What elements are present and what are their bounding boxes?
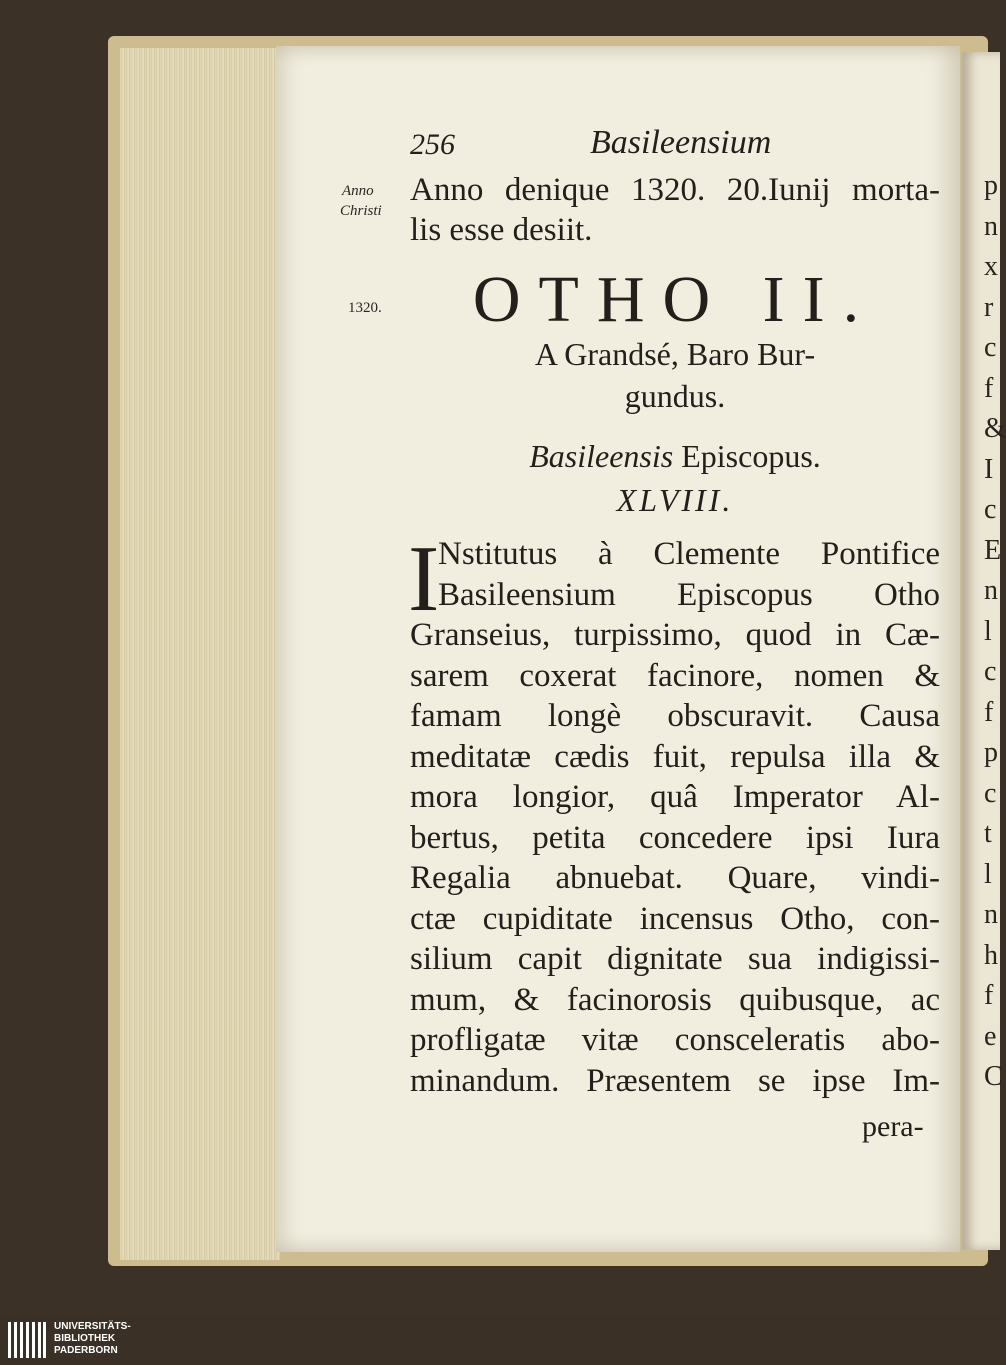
facing-page-letter: E xyxy=(984,534,1002,566)
subtitle-line-2: gundus. xyxy=(624,378,726,414)
facing-page-letter: n xyxy=(984,899,998,930)
office-episcopus: Episcopus. xyxy=(681,438,821,474)
office-line xyxy=(410,438,940,475)
body-line: famam longè obscuravit. Causa xyxy=(410,698,940,734)
facing-page-letter: & xyxy=(984,413,1006,444)
facing-page-letter: c xyxy=(984,332,997,363)
facing-page-letter: l xyxy=(984,615,992,647)
bishop-title: OTHO II. xyxy=(472,263,878,336)
facing-page-letter: l xyxy=(984,858,992,890)
facing-page-letter: p xyxy=(984,737,998,768)
body-line: meditatæ cædis fuit, repulsa illa & xyxy=(410,738,940,775)
page-edges xyxy=(120,48,280,1260)
facing-page-edge xyxy=(962,52,1006,1250)
body-line: Basileensium Episcopus Otho xyxy=(438,576,940,613)
facing-page-letter: x xyxy=(984,251,998,282)
margin-note-year: 1320. xyxy=(348,300,382,316)
subtitle-line-1: A Grandsé, Baro Bur- xyxy=(534,336,816,372)
body-line: minandum. Præsentem se ipse Im- xyxy=(410,1062,940,1099)
facing-page-letter: c xyxy=(984,656,997,687)
ordinal-number: XLVIII. xyxy=(616,482,734,518)
body-line: Nstitutus à Clemente Pontifice xyxy=(438,536,940,572)
body-line: mum, & facinorosis quibusque, ac xyxy=(410,981,940,1018)
facing-page-letter: p xyxy=(984,170,998,201)
margin-note-anno: Anno xyxy=(342,183,374,199)
facing-page-letter: h xyxy=(984,939,998,971)
library-footer xyxy=(0,1315,1000,1365)
page-number: 256 xyxy=(410,128,455,161)
intro-line-1: Anno denique 1320. 20.Iunij morta- xyxy=(410,172,940,208)
facing-page-letter: c xyxy=(984,777,997,809)
body-line: profligatæ vitæ consceleratis abo- xyxy=(410,1022,940,1058)
facing-page-letter: n xyxy=(984,210,998,242)
facing-page-letter: n xyxy=(984,575,998,606)
facing-page-letter: C xyxy=(984,1061,1003,1092)
facing-page-letter: c xyxy=(984,494,997,525)
logo-line-2: BIBLIOTHEK xyxy=(54,1333,116,1344)
running-head: Basileensium xyxy=(590,124,772,161)
facing-page-letter: e xyxy=(984,1020,997,1052)
library-logo-icon xyxy=(8,1322,46,1358)
office-basileensis: Basileensis xyxy=(529,438,674,474)
body-line: mora longior, quâ Imperator Al- xyxy=(410,779,940,815)
facing-page-letter: I xyxy=(984,453,994,485)
facing-page-letter: f xyxy=(984,372,994,404)
intro-line-2: lis esse desiit. xyxy=(410,212,593,248)
facing-page-letter: f xyxy=(984,980,994,1011)
body-line: silium capit dignitate sua indigissi- xyxy=(410,941,940,977)
catchword: pera- xyxy=(862,1110,924,1143)
body-line: Granseius, turpissimo, quod in Cæ- xyxy=(410,617,940,653)
margin-note-christi: Christi xyxy=(340,203,382,219)
facing-page-letter: r xyxy=(984,291,994,323)
body-line: bertus, petita concedere ipsi Iura xyxy=(410,819,940,856)
facing-page-letter: f xyxy=(984,696,994,728)
logo-line-1: UNIVERSITÄTS- xyxy=(54,1321,131,1332)
facing-page-letter: t xyxy=(984,818,992,849)
drop-cap: I xyxy=(408,527,440,631)
logo-line-3: PADERBORN xyxy=(54,1345,118,1356)
body-line: ctæ cupiditate incensus Otho, con- xyxy=(410,900,940,937)
library-logo-text xyxy=(54,1321,131,1357)
body-line: Regalia abnuebat. Quare, vindi- xyxy=(410,860,940,896)
body-line: sarem coxerat facinore, nomen & xyxy=(410,657,940,694)
